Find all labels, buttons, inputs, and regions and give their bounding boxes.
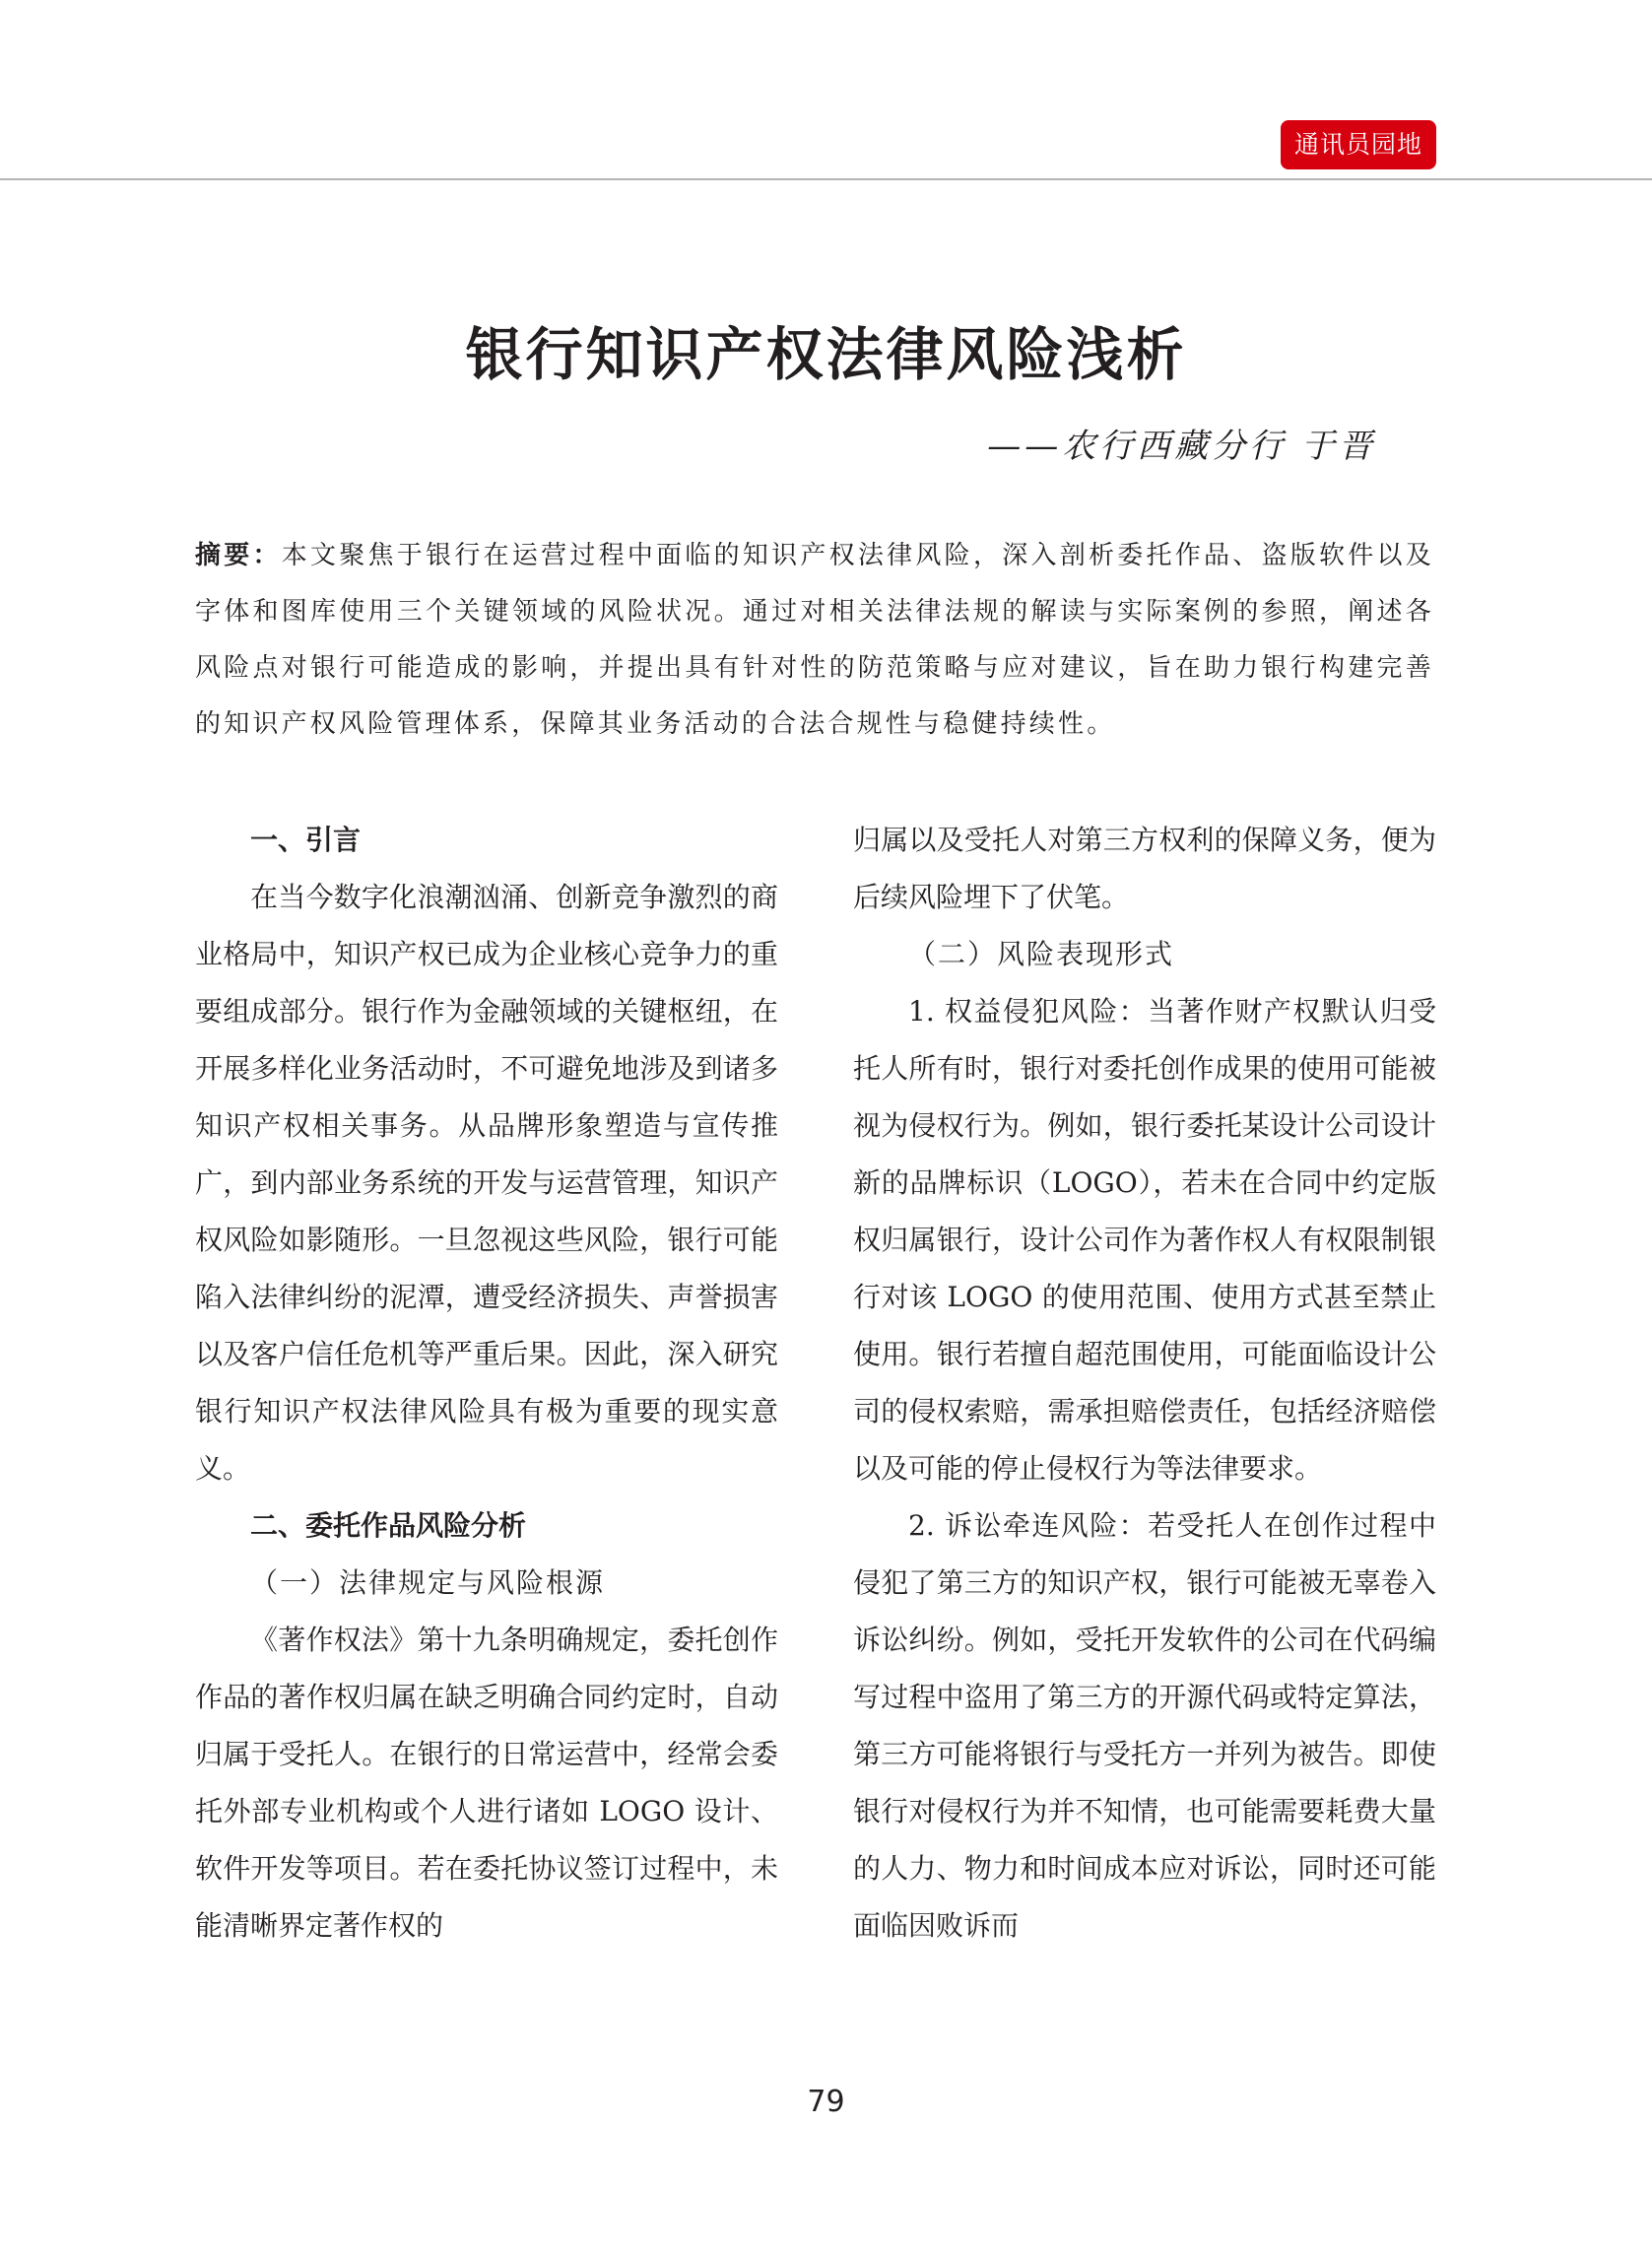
header-divider <box>0 178 1652 180</box>
paragraph-continued: 归属以及受托人对第三方权利的保障义务，便为后续风险埋下了伏笔。 <box>853 824 1436 913</box>
section-tag: 通讯员园地 <box>1281 120 1436 169</box>
paragraph: 在当今数字化浪潮汹涌、创新竞争激烈的商业格局中，知识产权已成为企业核心竞争力的重要组成部分。银行作为金融领域的关键枢纽，在开展多样化业务活动时，不可避免地涉及到诸多知识产权相关事务。从品牌形象塑造与宣传推广，到内部业务系统的开发与运营管理，知识产权风险如影随形。一旦忽视这些风险，银行可能陷入法律纠纷的泥潭，遭受经济损失、声誉损害以及客户信任危机等严重后果。因此，深入研究银行知识产权法律风险具有极为重要的现实意义。 <box>195 881 778 1485</box>
abstract <box>195 528 1434 753</box>
left-column <box>195 812 778 1955</box>
paragraph: 2. 诉讼牵连风险：若受托人在创作过程中侵犯了第三方的知识产权，银行可能被无辜卷入诉讼纠纷。例如，受托开发软件的公司在代码编写过程中盗用了第三方的开源代码或特定算法，第三方可能将银行与受托方一并列为被告。即使银行对侵权行为并不知情，也可能需要耗费大量的人力、物力和时间成本应对诉讼，同时还可能面临因败诉而 <box>853 1509 1436 1942</box>
abstract-text: 本文聚焦于银行在运营过程中面临的知识产权法律风险，深入剖析委托作品、盗版软件以及字体和图库使用三个关键领域的风险状况。通过对相关法律法规的解读与实际案例的参照，阐述各风险点对银行可能造成的影响，并提出具有针对性的防范策略与应对建议，旨在助力银行构建完善的知识产权风险管理体系，保障其业务活动的合法合规性与稳健持续性。 <box>195 541 1434 739</box>
paragraph: 1. 权益侵犯风险：当著作财产权默认归受托人所有时，银行对委托创作成果的使用可能被视为侵权行为。例如，银行委托某设计公司设计新的品牌标识（LOGO），若未在合同中约定版权归属银行，设计公司作为著作权人有权限制银行对该 LOGO 的使用范围、使用方式甚至禁止使用。银行若擅自超范围使用，可能面临设计公司的侵权索赔，需承担赔偿责任，包括经济赔偿以及可能的停止侵权行为等法律要求。 <box>853 995 1436 1485</box>
article-byline: ——农行西藏分行 于晋 <box>987 427 1376 466</box>
right-column <box>853 812 1436 1955</box>
paragraph: 《著作权法》第十九条明确规定，委托创作作品的著作权归属在缺乏明确合同约定时，自动归属于受托人。在银行的日常运营中，经常会委托外部专业机构或个人进行诸如 LOGO 设计、软件开发等项目。若在委托协议签订过程中，未能清晰界定著作权的 <box>195 1624 778 1942</box>
page-number: 79 <box>807 2085 845 2119</box>
article-title: 银行知识产权法律风险浅析 <box>465 321 1187 388</box>
subsection-heading: （二）风险表现形式 <box>908 938 1175 970</box>
section-heading-commissioned-works: 二、委托作品风险分析 <box>250 1509 527 1542</box>
subsection-heading: （一）法律规定与风险根源 <box>250 1566 606 1599</box>
section-heading-intro: 一、引言 <box>250 824 362 856</box>
abstract-label: 摘要： <box>195 541 282 570</box>
